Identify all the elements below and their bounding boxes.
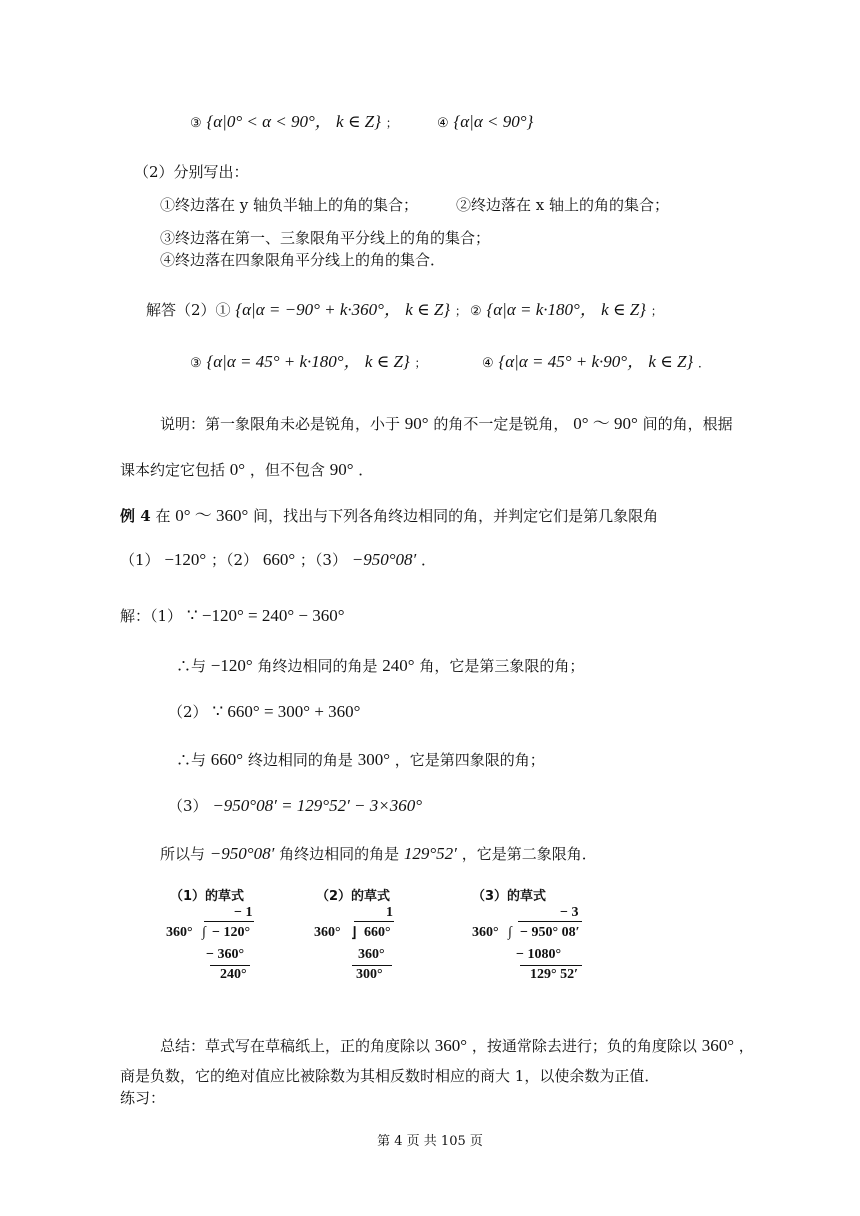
note-text: ．: [358, 461, 374, 479]
text: 角终边相同的角是: [279, 845, 400, 863]
draft-divisor: 360°: [472, 925, 499, 940]
answer-set-4-wrap: [482, 352, 710, 374]
draft-remainder: 240°: [220, 967, 247, 982]
draft-bracket-line: [518, 921, 582, 922]
page-footer: 第 4 页 共 105 页: [377, 1134, 483, 1149]
draft-quotient: − 1: [234, 905, 253, 920]
text: 角，它是第三象限的角；: [419, 657, 585, 675]
draft-3: [472, 885, 622, 990]
draft-divisor: 360°: [314, 925, 341, 940]
summary-line-1: [160, 1036, 754, 1056]
example-text: 在: [155, 507, 171, 525]
option-number: ③: [190, 356, 202, 371]
text: ∴与: [176, 657, 207, 675]
option-number: ②: [470, 304, 482, 319]
text: 角终边相同的角是: [257, 657, 378, 675]
q2-item-2: ②终边落在 x 轴上的角的集合；: [456, 196, 669, 214]
answer-set-3-wrap: [190, 352, 427, 374]
answer-row-1: [146, 300, 467, 321]
punct: ．: [698, 356, 711, 370]
note-math: 0° ～ 90°: [573, 414, 638, 433]
draft-dividend: − 950° 08′: [520, 925, 580, 940]
draft-bracket-line: [204, 921, 254, 922]
answer-prefix: 解答（2）①: [146, 301, 231, 319]
summary-text: 总结：草式写在草稿纸上，正的角度除以: [160, 1037, 431, 1055]
punct: ；: [650, 304, 663, 318]
solution-math: ∵ 660° = 300° + 360°: [212, 702, 361, 721]
summary-text: ，按通常除去进行；负的角度除以: [471, 1037, 697, 1055]
note-line-1: [160, 414, 733, 434]
note-text: ，但不包含: [249, 461, 325, 479]
example-math: 0° ～ 360°: [175, 506, 249, 525]
draft-rule: [520, 965, 582, 966]
math: 660°: [210, 750, 244, 769]
draft-dividend: − 120°: [212, 925, 251, 940]
q2-item-3: ③终边落在第一、三象限角平分线上的角的集合；: [160, 229, 491, 247]
solution-math: −950°08′ = 129°52′ − 3×360°: [212, 796, 423, 815]
note-line-2: [120, 460, 373, 480]
solution-math: ∵ −120° = 240° − 360°: [186, 606, 345, 625]
set-expression: {α|0° < α < 90°， k ∈ Z}: [206, 112, 381, 131]
answer-set-4: {α|α = 45° + k·90°， k ∈ Z}: [498, 352, 694, 371]
draft-1: [166, 885, 296, 990]
draft-dividend: 660°: [364, 925, 391, 940]
set-expression: {α|α < 90°}: [453, 112, 534, 131]
math: 240°: [382, 656, 415, 675]
draft-remainder: 129° 52′: [530, 967, 579, 982]
note-text: 课本约定它包括: [120, 461, 226, 479]
solution-label: 解：（1）: [120, 607, 183, 625]
math: 300°: [357, 750, 390, 769]
text: 终边相同的角是: [247, 751, 353, 769]
q2-item-4: ④终边落在四象限角平分线上的角的集合．: [160, 251, 446, 269]
draft-bracket: ⌋: [351, 926, 357, 941]
punct: ；: [385, 116, 398, 130]
item-value: 660°: [262, 550, 296, 569]
option-number: ④: [437, 116, 449, 131]
set-option-4: [437, 112, 533, 134]
solution-2-eq: [168, 702, 360, 722]
item-label: （1）: [120, 551, 160, 569]
draft-bracket-line: [354, 921, 394, 922]
draft-quotient: 1: [386, 905, 393, 920]
item-value: −950°08′: [351, 550, 417, 569]
summary-math: 360°: [434, 1036, 468, 1055]
draft-subtrahend: 360°: [358, 947, 385, 962]
answer-set-3: {α|α = 45° + k·180°， k ∈ Z}: [206, 352, 410, 371]
draft-bracket: ∫: [202, 925, 206, 940]
example-label: 例 4: [120, 507, 151, 525]
example-4-items: [120, 550, 436, 570]
example-text: 间，找出与下列各角终边相同的角，并判定它们是第几象限角: [253, 507, 659, 525]
draft-title: （3）的草式: [472, 889, 547, 904]
draft-remainder: 300°: [356, 967, 383, 982]
solution-2-conclusion: [176, 750, 545, 770]
note-math: 90°: [404, 414, 429, 433]
draft-rule: [352, 965, 392, 966]
note-math: 90°: [329, 460, 354, 479]
summary-line-2: 商是负数，它的绝对值应比被除数为其相反数时相应的商大 1，以使余数为正值．: [120, 1067, 660, 1085]
text: ∴与: [176, 751, 207, 769]
punct: ；: [454, 304, 467, 318]
math: 129°52′: [403, 844, 457, 863]
draft-title: （1）的草式: [170, 889, 245, 904]
option-number: ③: [190, 116, 202, 131]
note-math: 0°: [229, 460, 246, 479]
item-value: −120°: [164, 550, 207, 569]
note-text: 间的角，根据: [642, 415, 733, 433]
draft-subtrahend: − 360°: [206, 947, 245, 962]
draft-2: [314, 885, 444, 990]
item-label: ；（2）: [211, 551, 259, 569]
solution-label: （3）: [168, 797, 208, 815]
item-label: ；（3）: [299, 551, 347, 569]
draft-title: （2）的草式: [316, 889, 391, 904]
solution-1-conclusion: [176, 656, 584, 676]
exercise-label: 练习：: [120, 1089, 166, 1107]
draft-subtrahend: − 1080°: [516, 947, 562, 962]
draft-quotient: − 3: [560, 905, 579, 920]
math: −120°: [210, 656, 253, 675]
summary-math: 360°: [701, 1036, 734, 1055]
math: −950°08′: [209, 844, 275, 863]
draft-divisor: 360°: [166, 925, 193, 940]
text: 所以与: [160, 845, 206, 863]
text: ，它是第二象限角．: [461, 845, 597, 863]
answer-set-2: {α|α = k·180°， k ∈ Z}: [486, 300, 646, 319]
answer-set-1: {α|α = −90° + k·360°， k ∈ Z}: [235, 300, 451, 319]
example-4-heading: [120, 506, 658, 526]
option-number: ④: [482, 356, 494, 371]
draft-rule: [210, 965, 250, 966]
q2-item-1: ①终边落在 y 轴负半轴上的角的集合；: [160, 196, 419, 214]
solution-label: （2）: [168, 703, 208, 721]
solution-1-eq: [120, 606, 345, 626]
punct: ；: [414, 356, 427, 370]
set-option-3: [190, 112, 398, 134]
note-text: 的角不一定是锐角，: [433, 415, 569, 433]
solution-3-eq: [168, 796, 422, 816]
q2-heading: （2）分别写出：: [134, 163, 249, 181]
solution-3-conclusion: [160, 844, 597, 864]
note-text: 说明：第一象限角未必是锐角，小于: [160, 415, 401, 433]
draft-bracket: ∫: [508, 925, 512, 940]
answer-set-2-wrap: [470, 300, 663, 322]
punct: ．: [421, 551, 437, 569]
summary-text: ，: [738, 1037, 754, 1055]
text: ，它是第四象限的角；: [394, 751, 545, 769]
